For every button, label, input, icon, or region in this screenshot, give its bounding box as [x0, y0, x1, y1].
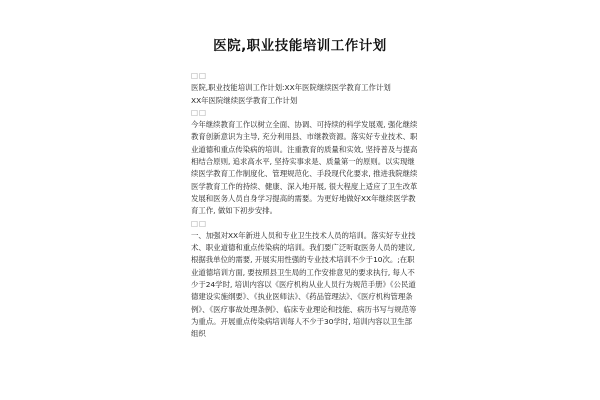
heading-line-1: 医院,职业技能培训工作计划:XX年医院继续医学教育工作计划	[191, 83, 391, 93]
paragraph-1: 今年继续教育工作以树立全面、协调、可持续的科学发展观, 强化继续教育创新意识为主导, 充分利用县、市继教资源。落实好专业技术、职业道德和重点传染病的培训。注重教育的质量和实效, 坚持普及与提高相结合原则, 追求高水平, 坚持实事求是、质量第一的原则。以实现继续医学教育工作制度化、管理规范化、手段现代化要求, 推进我院继续医学教育工作的持续、健康、深入地开展, 很大程度上适应了卫生改革发展和医务人员自身学习提高的需要。为更好地做好XX年继续医学教育工作, 做如下初步安排。	[191, 120, 418, 216]
section-marker: □□	[191, 107, 207, 117]
page-bottom-edge	[0, 394, 600, 400]
document-body	[191, 70, 419, 341]
heading-line-2: XX年医院继续医学教育工作计划	[191, 95, 298, 105]
paragraph-2: 一、加强对XX年新进人员和专业卫生技术人员的培训。落实好专业技术、职业道德和重点传染病的培训。我们要广泛听取医务人员的建议, 根据我单位的需要, 开展实用性强的专业技术培训不少于10次。;在职业道德培训方面, 要按照县卫生局的工作安排意见的要求执行, 每人不少于24学时, 培训内容以《医疗机构从业人员行为规范手册》《公民道德建设实施纲要》、《执业医师法》、《药品管理法》、《医疗机构管理条例》、《医疗事故处理条例》、临床专业理论和技能、病历书写与规范等为重点。开展重点传染病培训每人不少于30学时, 培训内容以卫生部组织	[191, 230, 417, 339]
section-marker: □□	[191, 218, 207, 228]
document-title: 医院,职业技能培训工作计划	[213, 38, 387, 54]
section-marker: □□	[191, 71, 207, 80]
